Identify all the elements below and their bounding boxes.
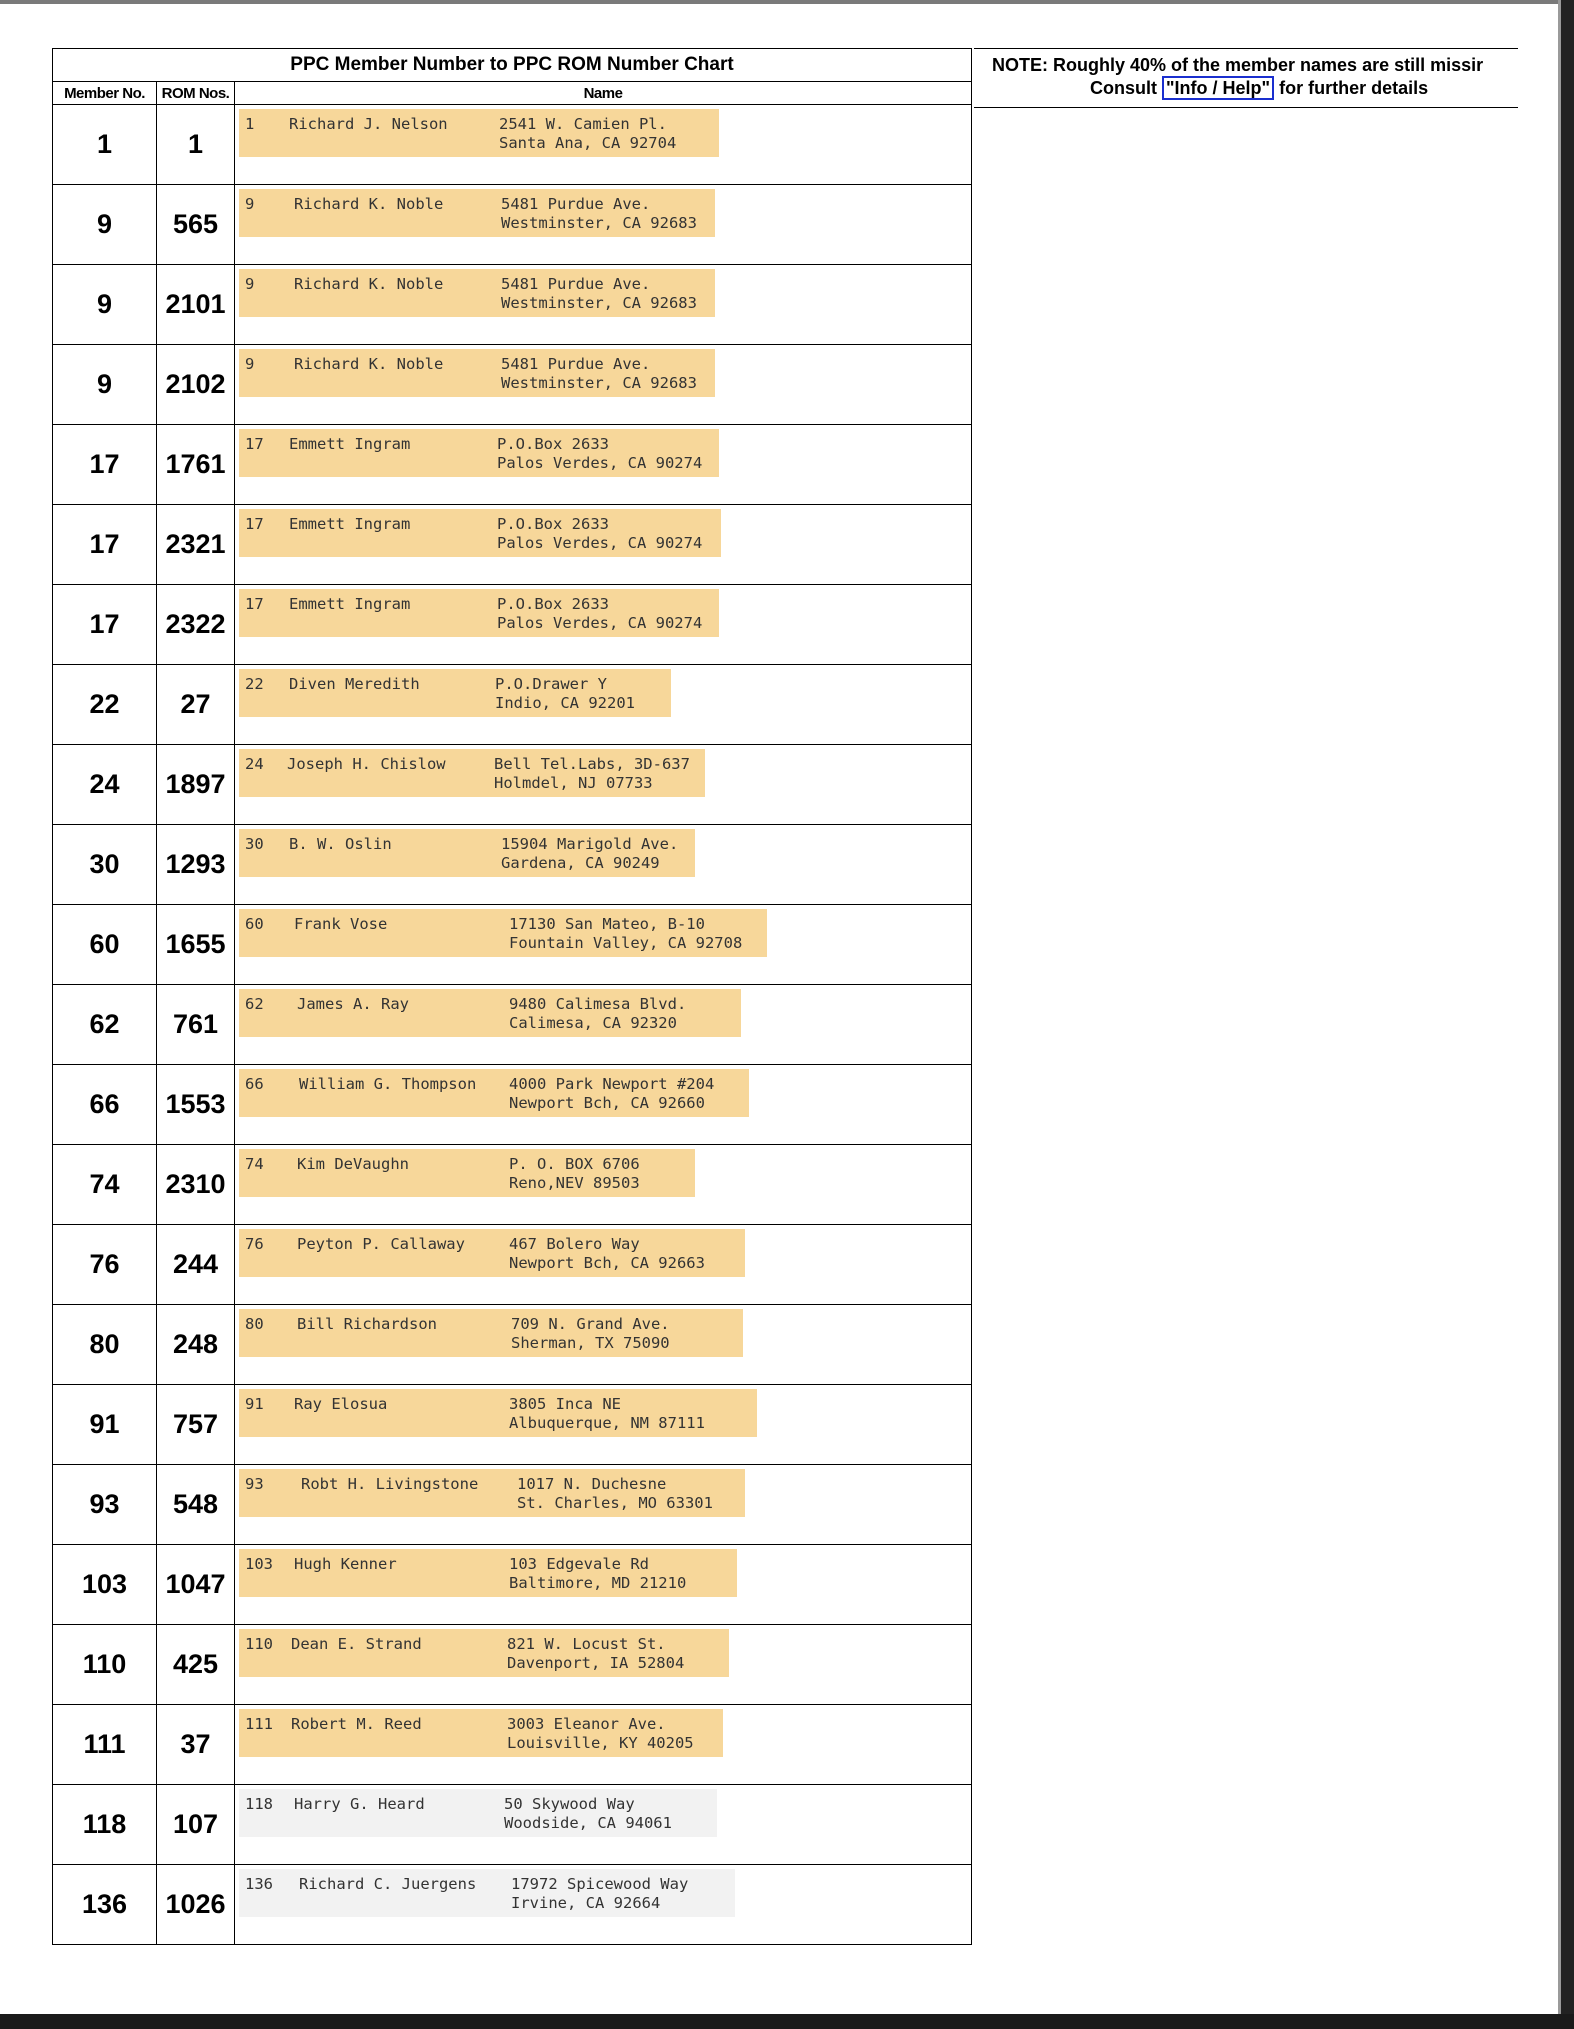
clipping-name: Ray Elosua	[294, 1395, 388, 1413]
clipping-address-line1: 467 Bolero Way	[509, 1235, 640, 1253]
name-cell	[235, 505, 972, 585]
table-row	[53, 1145, 972, 1225]
clipping-name: Richard C. Juergens	[299, 1875, 477, 1893]
member-number: 103	[53, 1545, 157, 1625]
member-number: 111	[53, 1705, 157, 1785]
clipping-address-line1: P.O.Drawer Y	[495, 675, 607, 693]
rom-number: 1047	[157, 1545, 235, 1625]
clipping-member-no: 22	[245, 675, 264, 693]
roster-clipping	[239, 829, 695, 877]
roster-clipping	[239, 1229, 745, 1277]
roster-clipping	[239, 1389, 757, 1437]
clipping-address-line2: Albuquerque, NM 87111	[509, 1414, 705, 1432]
rom-number: 757	[157, 1385, 235, 1465]
clipping-address-line2: Calimesa, CA 92320	[509, 1014, 677, 1032]
clipping-address-line1: 5481 Purdue Ave.	[501, 275, 651, 293]
roster-clipping	[239, 429, 719, 477]
table-row	[53, 585, 972, 665]
table-row	[53, 1465, 972, 1545]
member-number: 1	[53, 105, 157, 185]
rom-number: 548	[157, 1465, 235, 1545]
roster-clipping	[239, 509, 721, 557]
name-cell	[235, 1465, 972, 1545]
roster-clipping	[239, 1789, 717, 1837]
clipping-name: Hugh Kenner	[294, 1555, 397, 1573]
table-row	[53, 1225, 972, 1305]
clipping-address-line1: 5481 Purdue Ave.	[501, 195, 651, 213]
info-help-link[interactable]: "Info / Help"	[1162, 76, 1274, 100]
name-cell	[235, 745, 972, 825]
rom-number: 1655	[157, 905, 235, 985]
roster-clipping	[239, 1709, 723, 1757]
name-cell	[235, 585, 972, 665]
name-cell	[235, 1225, 972, 1305]
table-row	[53, 1865, 972, 1945]
table-row	[53, 1385, 972, 1465]
clipping-address-line1: 15904 Marigold Ave.	[501, 835, 679, 853]
roster-clipping	[239, 1549, 737, 1597]
member-number: 17	[53, 505, 157, 585]
clipping-address-line1: 5481 Purdue Ave.	[501, 355, 651, 373]
table-row	[53, 665, 972, 745]
clipping-address-line2: Fountain Valley, CA 92708	[509, 934, 743, 952]
member-number: 9	[53, 265, 157, 345]
table-row	[53, 1785, 972, 1865]
member-number: 76	[53, 1225, 157, 1305]
clipping-name: Emmett Ingram	[289, 515, 411, 533]
clipping-name: Harry G. Heard	[294, 1795, 425, 1813]
rom-number: 2310	[157, 1145, 235, 1225]
roster-clipping	[239, 989, 741, 1037]
rom-number: 1	[157, 105, 235, 185]
note-consult-prefix: Consult	[1090, 78, 1157, 98]
clipping-name: Richard J. Nelson	[289, 115, 448, 133]
clipping-member-no: 9	[245, 355, 255, 373]
clipping-address-line2: Indio, CA 92201	[495, 694, 635, 712]
clipping-name: Robert M. Reed	[291, 1715, 422, 1733]
clipping-address-line1: 50 Skywood Way	[504, 1795, 635, 1813]
clipping-address-line1: 17130 San Mateo, B-10	[509, 915, 705, 933]
rom-number: 565	[157, 185, 235, 265]
clipping-name: Emmett Ingram	[289, 435, 411, 453]
rom-number: 248	[157, 1305, 235, 1385]
clipping-name: Richard K. Noble	[294, 355, 444, 373]
rom-number: 2321	[157, 505, 235, 585]
rom-number: 425	[157, 1625, 235, 1705]
name-cell	[235, 905, 972, 985]
clipping-member-no: 17	[245, 595, 264, 613]
name-cell	[235, 1385, 972, 1465]
clipping-name: Dean E. Strand	[291, 1635, 422, 1653]
clipping-address-line2: Gardena, CA 90249	[501, 854, 660, 872]
member-number: 30	[53, 825, 157, 905]
roster-clipping	[239, 589, 719, 637]
roster-clipping	[239, 1069, 749, 1117]
window-frame-bottom	[0, 2014, 1574, 2029]
name-cell	[235, 1065, 972, 1145]
clipping-address-line2: Sherman, TX 75090	[511, 1334, 670, 1352]
table-row	[53, 185, 972, 265]
clipping-name: Robt H. Livingstone	[301, 1475, 479, 1493]
clipping-address-line1: 103 Edgevale Rd	[509, 1555, 649, 1573]
rom-number: 1553	[157, 1065, 235, 1145]
clipping-address-line2: Davenport, IA 52804	[507, 1654, 685, 1672]
clipping-address-line1: 3805 Inca NE	[509, 1395, 621, 1413]
roster-clipping	[239, 349, 715, 397]
clipping-address-line1: 1017 N. Duchesne	[517, 1475, 667, 1493]
name-cell	[235, 345, 972, 425]
table-row	[53, 1545, 972, 1625]
clipping-name: Bill Richardson	[297, 1315, 437, 1333]
rom-number: 2101	[157, 265, 235, 345]
roster-clipping	[239, 269, 715, 317]
roster-clipping	[239, 1869, 735, 1917]
clipping-address-line2: Palos Verdes, CA 90274	[497, 534, 703, 552]
clipping-address-line2: Westminster, CA 92683	[501, 374, 697, 392]
clipping-member-no: 17	[245, 515, 264, 533]
clipping-member-no: 103	[245, 1555, 273, 1573]
clipping-address-line2: Palos Verdes, CA 90274	[497, 454, 703, 472]
name-cell	[235, 1705, 972, 1785]
clipping-address-line1: 17972 Spicewood Way	[511, 1875, 689, 1893]
clipping-member-no: 60	[245, 915, 264, 933]
table-row	[53, 1625, 972, 1705]
member-number: 17	[53, 585, 157, 665]
member-number: 118	[53, 1785, 157, 1865]
name-cell	[235, 1785, 972, 1865]
clipping-address-line1: 709 N. Grand Ave.	[511, 1315, 670, 1333]
name-cell	[235, 185, 972, 265]
rom-number: 37	[157, 1705, 235, 1785]
name-cell	[235, 1145, 972, 1225]
clipping-address-line1: P.O.Box 2633	[497, 435, 609, 453]
table-row	[53, 745, 972, 825]
clipping-address-line2: Newport Bch, CA 92660	[509, 1094, 705, 1112]
clipping-member-no: 136	[245, 1875, 273, 1893]
clipping-address-line1: 2541 W. Camien Pl.	[499, 115, 667, 133]
clipping-member-no: 9	[245, 275, 255, 293]
member-number: 9	[53, 185, 157, 265]
clipping-address-line1: 3003 Eleanor Ave.	[507, 1715, 666, 1733]
rom-number: 1026	[157, 1865, 235, 1945]
header-rom-nos: ROM Nos.	[157, 82, 235, 105]
rom-number: 107	[157, 1785, 235, 1865]
roster-clipping	[239, 1149, 695, 1197]
member-number: 60	[53, 905, 157, 985]
rom-number: 2102	[157, 345, 235, 425]
clipping-address-line2: Westminster, CA 92683	[501, 294, 697, 312]
clipping-member-no: 110	[245, 1635, 273, 1653]
clipping-member-no: 118	[245, 1795, 273, 1813]
member-number: 24	[53, 745, 157, 825]
table-row	[53, 905, 972, 985]
chart-title: PPC Member Number to PPC ROM Number Chart	[53, 49, 972, 82]
table-row	[53, 425, 972, 505]
name-cell	[235, 1545, 972, 1625]
clipping-name: Richard K. Noble	[294, 275, 444, 293]
name-cell	[235, 265, 972, 345]
roster-clipping	[239, 109, 719, 157]
clipping-name: Kim DeVaughn	[297, 1155, 409, 1173]
member-number: 93	[53, 1465, 157, 1545]
window-frame-right	[1561, 0, 1574, 2029]
clipping-name: Emmett Ingram	[289, 595, 411, 613]
clipping-address-line2: Reno,NEV 89503	[509, 1174, 640, 1192]
clipping-address-line2: Westminster, CA 92683	[501, 214, 697, 232]
clipping-address-line2: Irvine, CA 92664	[511, 1894, 661, 1912]
clipping-name: Peyton P. Callaway	[297, 1235, 465, 1253]
clipping-address-line1: 4000 Park Newport #204	[509, 1075, 715, 1093]
clipping-name: Frank Vose	[294, 915, 388, 933]
name-cell	[235, 425, 972, 505]
table-row	[53, 505, 972, 585]
table-row	[53, 985, 972, 1065]
header-name: Name	[235, 82, 972, 105]
rom-number: 1897	[157, 745, 235, 825]
note-consult-suffix: for further details	[1279, 78, 1429, 98]
clipping-member-no: 76	[245, 1235, 264, 1253]
member-number: 17	[53, 425, 157, 505]
clipping-member-no: 66	[245, 1075, 264, 1093]
member-number: 136	[53, 1865, 157, 1945]
clipping-address-line1: P.O.Box 2633	[497, 595, 609, 613]
member-number: 110	[53, 1625, 157, 1705]
name-cell	[235, 825, 972, 905]
clipping-address-line2: Palos Verdes, CA 90274	[497, 614, 703, 632]
name-cell	[235, 1865, 972, 1945]
clipping-address-line2: Louisville, KY 40205	[507, 1734, 694, 1752]
rom-number: 27	[157, 665, 235, 745]
clipping-member-no: 1	[245, 115, 255, 133]
clipping-address-line2: Newport Bch, CA 92663	[509, 1254, 705, 1272]
clipping-name: Richard K. Noble	[294, 195, 444, 213]
name-cell	[235, 665, 972, 745]
clipping-member-no: 9	[245, 195, 255, 213]
rom-number: 2322	[157, 585, 235, 665]
member-number: 62	[53, 985, 157, 1065]
clipping-member-no: 74	[245, 1155, 264, 1173]
roster-clipping	[239, 909, 767, 957]
clipping-address-line2: Woodside, CA 94061	[504, 1814, 672, 1832]
member-number: 91	[53, 1385, 157, 1465]
table-row	[53, 825, 972, 905]
table-row	[53, 1065, 972, 1145]
roster-clipping	[239, 669, 671, 717]
name-cell	[235, 1305, 972, 1385]
name-cell	[235, 1625, 972, 1705]
clipping-member-no: 17	[245, 435, 264, 453]
note-text: NOTE: Roughly 40% of the member names are still missir	[992, 55, 1484, 75]
member-number: 80	[53, 1305, 157, 1385]
clipping-member-no: 30	[245, 835, 264, 853]
rom-number: 244	[157, 1225, 235, 1305]
clipping-name: James A. Ray	[297, 995, 409, 1013]
rom-number: 1761	[157, 425, 235, 505]
clipping-address-line2: Baltimore, MD 21210	[509, 1574, 687, 1592]
clipping-address-line2: Holmdel, NJ 07733	[494, 774, 653, 792]
window-frame-top	[0, 0, 1574, 4]
clipping-member-no: 91	[245, 1395, 264, 1413]
clipping-member-no: 93	[245, 1475, 264, 1493]
clipping-member-no: 111	[245, 1715, 273, 1733]
clipping-address-line2: St. Charles, MO 63301	[517, 1494, 713, 1512]
member-rom-chart	[52, 48, 972, 1945]
member-number: 9	[53, 345, 157, 425]
clipping-address-line1: P.O.Box 2633	[497, 515, 609, 533]
roster-clipping	[239, 749, 705, 797]
name-cell	[235, 985, 972, 1065]
rom-number: 761	[157, 985, 235, 1065]
table-row	[53, 1305, 972, 1385]
clipping-member-no: 24	[245, 755, 264, 773]
note-consult	[1090, 78, 1428, 99]
member-number: 74	[53, 1145, 157, 1225]
member-number: 66	[53, 1065, 157, 1145]
clipping-address-line2: Santa Ana, CA 92704	[499, 134, 677, 152]
roster-clipping	[239, 1629, 729, 1677]
roster-clipping	[239, 1309, 743, 1357]
clipping-name: B. W. Oslin	[289, 835, 392, 853]
clipping-member-no: 80	[245, 1315, 264, 1333]
clipping-member-no: 62	[245, 995, 264, 1013]
table-row	[53, 105, 972, 185]
clipping-name: William G. Thompson	[299, 1075, 477, 1093]
roster-clipping	[239, 1469, 745, 1517]
rom-number: 1293	[157, 825, 235, 905]
clipping-address-line1: Bell Tel.Labs, 3D-637	[494, 755, 690, 773]
table-row	[53, 265, 972, 345]
clipping-name: Joseph H. Chislow	[287, 755, 446, 773]
member-number: 22	[53, 665, 157, 745]
clipping-address-line1: P. O. BOX 6706	[509, 1155, 640, 1173]
header-member-no: Member No.	[53, 82, 157, 105]
clipping-address-line1: 821 W. Locust St.	[507, 1635, 666, 1653]
clipping-address-line1: 9480 Calimesa Blvd.	[509, 995, 687, 1013]
table-row	[53, 1705, 972, 1785]
name-cell	[235, 105, 972, 185]
roster-clipping	[239, 189, 715, 237]
table-row	[53, 345, 972, 425]
note-panel	[974, 48, 1518, 108]
clipping-name: Diven Meredith	[289, 675, 420, 693]
